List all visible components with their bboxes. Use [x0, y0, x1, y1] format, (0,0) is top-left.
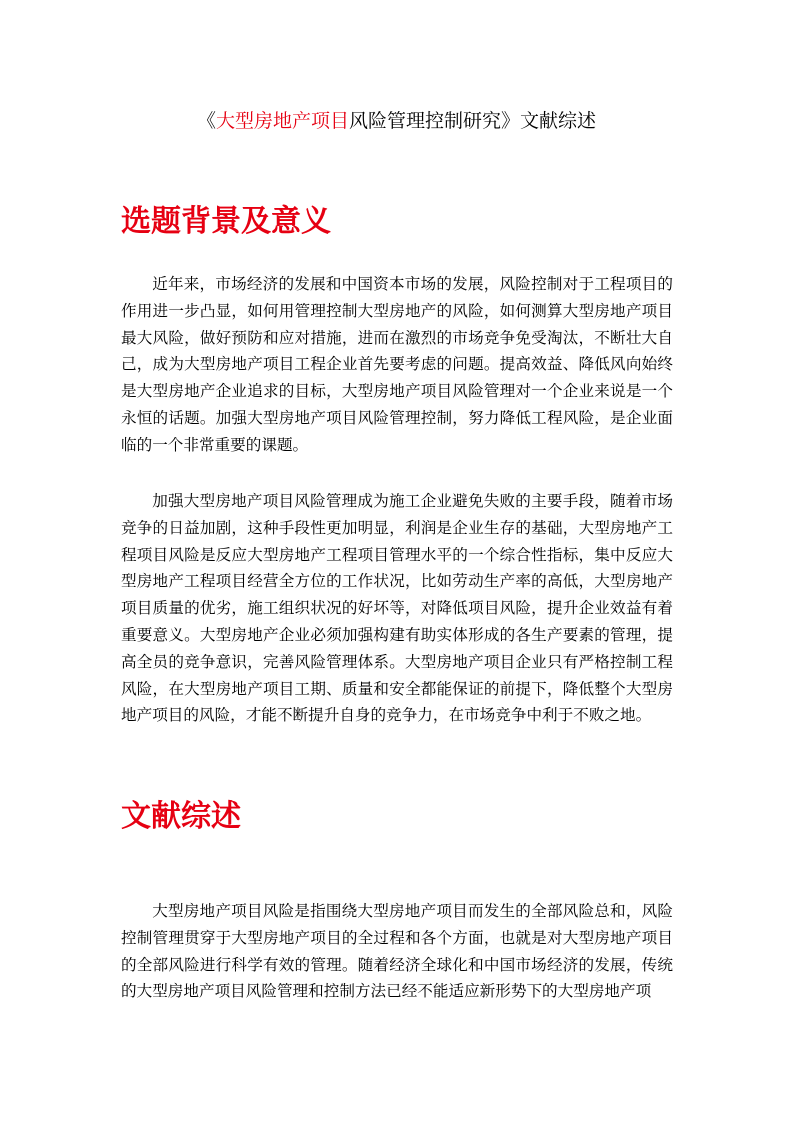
paragraph-literature-review-1: 大型房地产项目风险是指围绕大型房地产项目而发生的全部风险总和，风险控制管理贯穿于大型房地产项目的全过程和各个方面，也就是对大型房地产项目的全部风险进行科学有效的管理。随着经济全球化和中国市场经济的发展，传统的大型房地产项目风险管理和控制方法已经不能适应新形势下的大型房地产项	[121, 902, 673, 1001]
title-rest: 风险管理控制研究》文献综述	[349, 110, 597, 132]
title-highlight: 大型房地产项目	[215, 110, 349, 132]
document-title	[0, 108, 793, 134]
title-open-bracket: 《	[196, 110, 216, 132]
section-heading-background: 选题背景及意义	[121, 204, 331, 239]
section-heading-literature-review: 文献综述	[121, 799, 241, 834]
paragraph-background-1: 近年来，市场经济的发展和中国资本市场的发展，风险控制对于工程项目的作用进一步凸显，如何用管理控制大型房地产的风险，如何测算大型房地产项目最大风险，做好预防和应对措施，进而在激烈的市场竞争免受淘汰，不断壮大自己，成为大型房地产项目工程企业首先要考虑的问题。提高效益、降低风向始终是大型房地产企业追求的目标，大型房地产项目风险管理对一个企业来说是一个永恒的话题。加强大型房地产项目风险管理控制，努力降低工程风险，是企业面临的一个非常重要的课题。	[121, 275, 673, 454]
paragraph-background-2: 加强大型房地产项目风险管理成为施工企业避免失败的主要手段，随着市场竞争的日益加剧，这种手段性更加明显，利润是企业生存的基础，大型房地产工程项目风险是反应大型房地产工程项目管理水平的一个综合性指标，集中反应大型房地产工程项目经营全方位的工作状况，比如劳动生产率的高低，大型房地产项目质量的优劣，施工组织状况的好坏等，对降低项目风险，提升企业效益有着重要意义。大型房地产企业必须加强构建有助实体形成的各生产要素的管理，提高全员的竞争意识，完善风险管理体系。大型房地产项目企业只有严格控制工程风险，在大型房地产项目工期、质量和安全都能保证的前提下，降低整个大型房地产项目的风险，才能不断提升自身的竞争力，在市场竞争中利于不败之地。	[121, 492, 673, 725]
